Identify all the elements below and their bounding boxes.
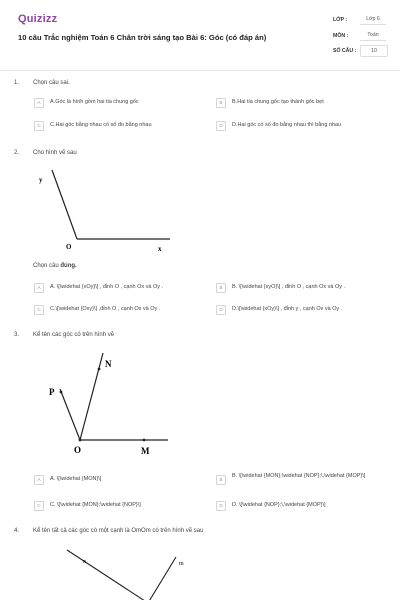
option-letter: B bbox=[216, 98, 226, 108]
prompt-text: Chọn câu bbox=[33, 263, 61, 269]
label-x: x bbox=[158, 245, 162, 253]
question-prompt bbox=[33, 263, 77, 269]
option-letter: D bbox=[216, 121, 226, 131]
option-text: D. \[\widehat {NOP};\,\widehat {MOP}\] bbox=[232, 502, 326, 508]
point-n bbox=[98, 368, 101, 371]
question-text: Kể tên tất cả các góc có một cạnh là OmOm có trên hình vẽ sau bbox=[33, 528, 204, 534]
option-letter: D bbox=[216, 501, 226, 511]
label-o: O bbox=[66, 243, 72, 251]
class-label: LỚP : bbox=[333, 17, 348, 23]
point-m bbox=[143, 439, 146, 442]
question-text: Chọn câu sai. bbox=[33, 80, 70, 86]
question-number: 2. bbox=[14, 150, 20, 156]
option-letter: C bbox=[34, 305, 44, 315]
label-y: y bbox=[39, 176, 43, 184]
subject-value: Toán bbox=[360, 30, 386, 41]
option-text: D.\[\widehat {xOy}\] , đỉnh y , cạnh Ox và Oy . bbox=[232, 306, 343, 312]
ray-on bbox=[67, 550, 148, 600]
worksheet-header bbox=[0, 0, 400, 70]
angle-figure-om bbox=[40, 545, 240, 600]
option-text: D.Hai góc có số đo bằng nhau thì bằng nhau bbox=[232, 122, 342, 128]
point-o bbox=[79, 439, 82, 442]
question-number: 3. bbox=[14, 332, 20, 338]
count-value: 10 bbox=[360, 45, 388, 57]
option-letter: B bbox=[216, 475, 226, 485]
option-c[interactable] bbox=[34, 305, 204, 317]
angle-figure-xoy bbox=[30, 165, 180, 255]
ray-om bbox=[148, 557, 176, 600]
ray-on bbox=[80, 353, 103, 440]
prompt-emphasis: đúng. bbox=[60, 263, 77, 269]
option-text: A.Góc là hình gồm hai tia chung gốc bbox=[50, 99, 139, 105]
question-text: Kể tên các góc có trên hình vẽ bbox=[33, 332, 115, 338]
option-letter: C bbox=[34, 501, 44, 511]
option-letter: A bbox=[34, 98, 44, 108]
ray-op bbox=[60, 389, 80, 440]
option-b[interactable] bbox=[216, 475, 386, 487]
count-label: SỐ CÂU : bbox=[333, 48, 357, 54]
label-o: O bbox=[74, 445, 82, 455]
question-text: Cho hình vẽ sau bbox=[33, 150, 77, 156]
option-text: B. \[\widehat {xyO}\] , đỉnh O , cạnh Ox và Oy . bbox=[232, 284, 346, 290]
option-c[interactable] bbox=[34, 501, 204, 513]
option-letter: B bbox=[216, 283, 226, 293]
question-number: 4. bbox=[14, 528, 20, 534]
option-c[interactable] bbox=[34, 121, 194, 133]
option-d[interactable] bbox=[216, 305, 386, 317]
page-title: 10 câu Trắc nghiệm Toán 6 Chân trời sáng tạo Bài 6: Góc (có đáp án) bbox=[18, 33, 267, 42]
class-value: Lớp 6 bbox=[360, 14, 386, 25]
option-text: C.\[\widehat {Oxy}\] ,đỉnh O , cạnh Ox và Oy . bbox=[50, 306, 161, 312]
option-text: C.Hai góc bằng nhau có số đo bằng nhau bbox=[50, 122, 152, 128]
label-m: m bbox=[179, 561, 184, 567]
label-p: P bbox=[49, 387, 55, 397]
option-text: A. \[\widehat {MON}\] bbox=[50, 476, 102, 482]
label-m: M bbox=[141, 446, 150, 456]
label-n: n bbox=[83, 559, 86, 565]
option-b[interactable] bbox=[216, 98, 386, 110]
quizizz-logo[interactable]: Quizizz bbox=[18, 13, 58, 25]
ray-oy bbox=[52, 170, 77, 239]
option-d[interactable] bbox=[216, 501, 386, 513]
angle-figure-mon-nop bbox=[40, 345, 190, 460]
option-b[interactable] bbox=[216, 283, 386, 295]
question-number: 1. bbox=[14, 80, 20, 86]
option-a[interactable] bbox=[34, 283, 204, 295]
option-text: B.Hai tia chung gốc tạo thành góc bẹt bbox=[232, 99, 324, 105]
option-d[interactable] bbox=[216, 121, 386, 133]
option-letter: C bbox=[34, 121, 44, 131]
option-text: C. \[\widehat {MON};\widehat {NOP}\] bbox=[50, 502, 141, 508]
option-letter: A bbox=[34, 475, 44, 485]
option-letter: D bbox=[216, 305, 226, 315]
label-n: N bbox=[105, 359, 112, 369]
option-a[interactable] bbox=[34, 98, 194, 110]
point-p bbox=[60, 391, 63, 394]
option-text: A. \[\widehat {xOy}\] , đỉnh O , cạnh Ox và Oy . bbox=[50, 284, 164, 290]
option-letter: A bbox=[34, 283, 44, 293]
header-divider bbox=[0, 70, 400, 71]
subject-label: MÔN : bbox=[333, 33, 349, 39]
option-a[interactable] bbox=[34, 475, 204, 487]
option-text: B. \[\widehat {MON};\widehat {NOP};\,\widehat {MOP}\] bbox=[232, 473, 366, 479]
